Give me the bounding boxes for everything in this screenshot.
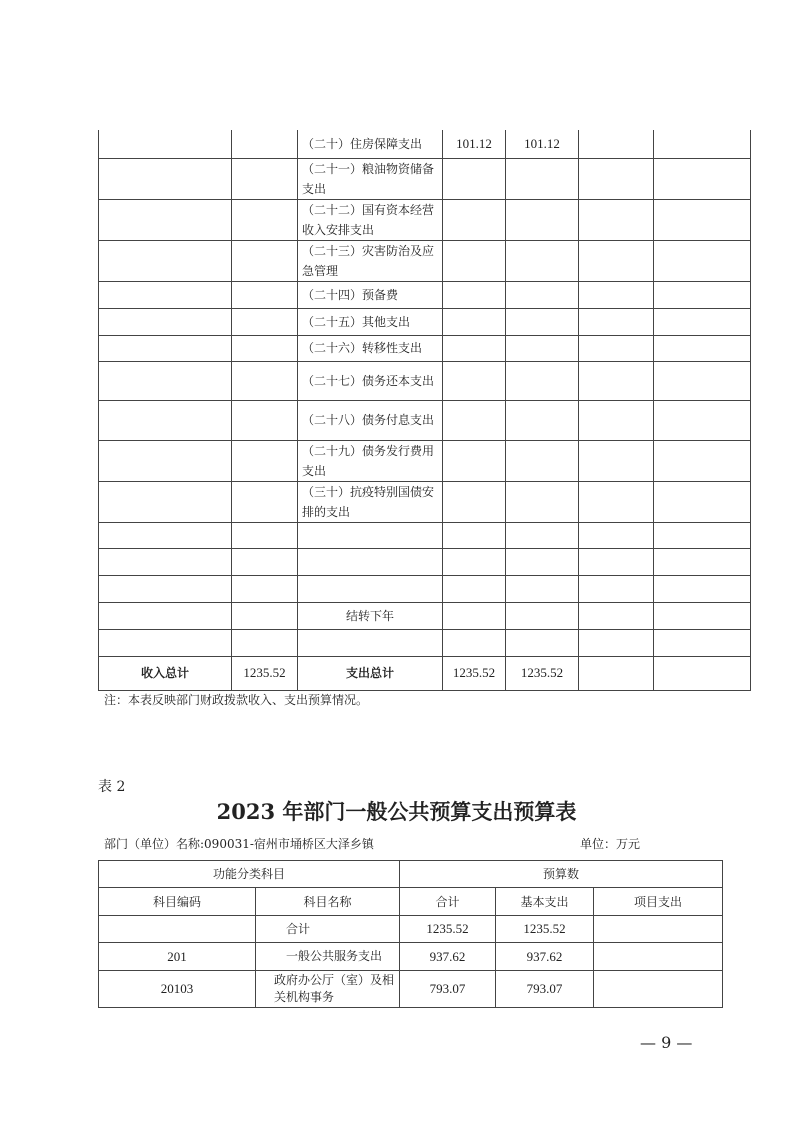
cell-project [594, 971, 723, 1008]
empty-cell [579, 481, 654, 522]
empty-cell [579, 130, 654, 158]
value-total [443, 629, 506, 656]
value-total [443, 158, 506, 199]
table-row [99, 281, 751, 308]
value-total [443, 335, 506, 361]
cell-name: 合计 [256, 916, 400, 943]
empty-cell [654, 400, 751, 440]
item-name [298, 575, 443, 602]
value-total [443, 199, 506, 240]
item-name: （二十八）债务付息支出 [298, 400, 443, 440]
empty-cell [232, 575, 298, 602]
value-total [443, 240, 506, 281]
empty-cell [232, 481, 298, 522]
empty-cell [579, 548, 654, 575]
table-row [99, 335, 751, 361]
item-name: （二十三）灾害防治及应急管理 [298, 240, 443, 281]
cell-project [594, 916, 723, 943]
empty-cell [99, 548, 232, 575]
value-basic [506, 481, 579, 522]
empty-cell [579, 400, 654, 440]
table-title: 2023 年部门一般公共预算支出预算表 [216, 799, 577, 824]
empty-cell [654, 481, 751, 522]
cell-project [594, 943, 723, 971]
item-name: （二十六）转移性支出 [298, 335, 443, 361]
value-basic [506, 158, 579, 199]
empty-cell [579, 281, 654, 308]
value-total [443, 602, 506, 629]
income-expense-table [98, 130, 751, 691]
table-row [99, 308, 751, 335]
empty-cell [654, 158, 751, 199]
income-total-label: 收入总计 [99, 656, 232, 690]
value-total [443, 440, 506, 481]
item-name: （二十四）预备费 [298, 281, 443, 308]
value-basic [506, 548, 579, 575]
cell-name: 政府办公厅（室）及相关机构事务 [256, 971, 400, 1008]
cell-basic: 1235.52 [496, 916, 594, 943]
value-basic [506, 281, 579, 308]
value-total: 101.12 [443, 130, 506, 158]
item-name: 结转下年 [298, 602, 443, 629]
table-row [99, 440, 751, 481]
empty-cell [99, 400, 232, 440]
value-basic [506, 440, 579, 481]
empty-cell [99, 361, 232, 400]
empty-cell [654, 361, 751, 400]
table-note: 注：本表反映部门财政拨款收入、支出预算情况。 [104, 693, 369, 707]
empty-cell [232, 361, 298, 400]
cell-basic: 937.62 [496, 943, 594, 971]
col-header: 项目支出 [594, 888, 723, 916]
table-row [99, 240, 751, 281]
income-total-value: 1235.52 [232, 656, 298, 690]
value-total [443, 308, 506, 335]
general-budget-table [98, 860, 723, 1008]
value-basic: 101.12 [506, 130, 579, 158]
page-number: — 9 — [640, 1033, 693, 1052]
value-basic [506, 308, 579, 335]
col-header: 合计 [400, 888, 496, 916]
value-basic [506, 361, 579, 400]
item-name: （三十）抗疫特别国债安排的支出 [298, 481, 443, 522]
item-name: （二十一）粮油物资储备支出 [298, 158, 443, 199]
value-total [443, 481, 506, 522]
table-row [99, 629, 751, 656]
item-name: （二十五）其他支出 [298, 308, 443, 335]
value-total [443, 522, 506, 548]
empty-cell [99, 481, 232, 522]
group-header-function: 功能分类科目 [99, 861, 400, 888]
empty-cell [99, 240, 232, 281]
cell-total: 793.07 [400, 971, 496, 1008]
empty-cell [99, 281, 232, 308]
item-name: （二十）住房保障支出 [298, 130, 443, 158]
empty-cell [579, 575, 654, 602]
cell-total: 937.62 [400, 943, 496, 971]
cell-name: 一般公共服务支出 [256, 943, 400, 971]
cell-code [99, 916, 256, 943]
empty-cell [654, 548, 751, 575]
empty-cell [232, 335, 298, 361]
empty-cell [654, 335, 751, 361]
empty-cell [99, 199, 232, 240]
empty-cell [232, 400, 298, 440]
empty-cell [654, 629, 751, 656]
expense-total-label: 支出总计 [298, 656, 443, 690]
cell-code: 201 [99, 943, 256, 971]
empty-cell [99, 335, 232, 361]
table-row [99, 400, 751, 440]
value-basic [506, 199, 579, 240]
value-total [443, 361, 506, 400]
value-total [443, 400, 506, 440]
empty-cell [99, 440, 232, 481]
empty-cell [579, 361, 654, 400]
value-basic [506, 335, 579, 361]
empty-cell [232, 281, 298, 308]
expense-basic-value: 1235.52 [506, 656, 579, 690]
value-basic [506, 522, 579, 548]
empty-cell [232, 440, 298, 481]
value-basic [506, 629, 579, 656]
empty-cell [99, 629, 232, 656]
value-total [443, 575, 506, 602]
table-row [99, 361, 751, 400]
empty-cell [654, 575, 751, 602]
cell-basic: 793.07 [496, 971, 594, 1008]
empty-cell [654, 440, 751, 481]
table-label: 表 2 [98, 779, 126, 795]
empty-cell [99, 308, 232, 335]
value-basic [506, 575, 579, 602]
table-row [99, 158, 751, 199]
empty-cell [654, 199, 751, 240]
item-name: （二十七）债务还本支出 [298, 361, 443, 400]
empty-cell [654, 602, 751, 629]
empty-cell [232, 240, 298, 281]
empty-cell [579, 158, 654, 199]
unit-label: 单位：万元 [580, 837, 641, 851]
empty-cell [579, 522, 654, 548]
empty-cell [232, 130, 298, 158]
value-basic [506, 602, 579, 629]
empty-cell [654, 522, 751, 548]
empty-cell [654, 130, 751, 158]
table-row [99, 971, 723, 1008]
col-header: 科目编码 [99, 888, 256, 916]
item-name: （二十九）债务发行费用支出 [298, 440, 443, 481]
empty-cell [232, 308, 298, 335]
empty-cell [232, 158, 298, 199]
empty-cell [654, 308, 751, 335]
group-header-budget: 预算数 [400, 861, 723, 888]
table-row [99, 481, 751, 522]
item-name [298, 548, 443, 575]
empty-cell [654, 281, 751, 308]
table-row [99, 943, 723, 971]
value-basic [506, 240, 579, 281]
empty-cell [579, 199, 654, 240]
table-row [99, 916, 723, 943]
table-row [99, 199, 751, 240]
empty-cell [579, 335, 654, 361]
table-row [99, 130, 751, 158]
empty-cell [232, 629, 298, 656]
value-total [443, 281, 506, 308]
total-row [99, 656, 751, 690]
cell-total: 1235.52 [400, 916, 496, 943]
empty-cell [232, 548, 298, 575]
empty-cell [579, 440, 654, 481]
item-name: （二十二）国有资本经营收入安排支出 [298, 199, 443, 240]
empty-cell [99, 575, 232, 602]
empty-cell [99, 158, 232, 199]
value-total [443, 548, 506, 575]
department-name: 部门（单位）名称:090031-宿州市埇桥区大泽乡镇 [104, 837, 374, 851]
expense-total-value: 1235.52 [443, 656, 506, 690]
cell-code: 20103 [99, 971, 256, 1008]
col-header: 基本支出 [496, 888, 594, 916]
col-header: 科目名称 [256, 888, 400, 916]
empty-cell [232, 602, 298, 629]
table-row [99, 602, 751, 629]
empty-cell [99, 522, 232, 548]
empty-cell [654, 240, 751, 281]
table-row [99, 548, 751, 575]
table-row [99, 575, 751, 602]
value-basic [506, 400, 579, 440]
empty-cell [579, 602, 654, 629]
empty-cell [579, 240, 654, 281]
empty-cell [99, 130, 232, 158]
empty-cell [99, 602, 232, 629]
item-name [298, 629, 443, 656]
empty-cell [579, 629, 654, 656]
item-name [298, 522, 443, 548]
table-row [99, 522, 751, 548]
empty-cell [232, 199, 298, 240]
empty-cell [579, 308, 654, 335]
empty-cell [232, 522, 298, 548]
